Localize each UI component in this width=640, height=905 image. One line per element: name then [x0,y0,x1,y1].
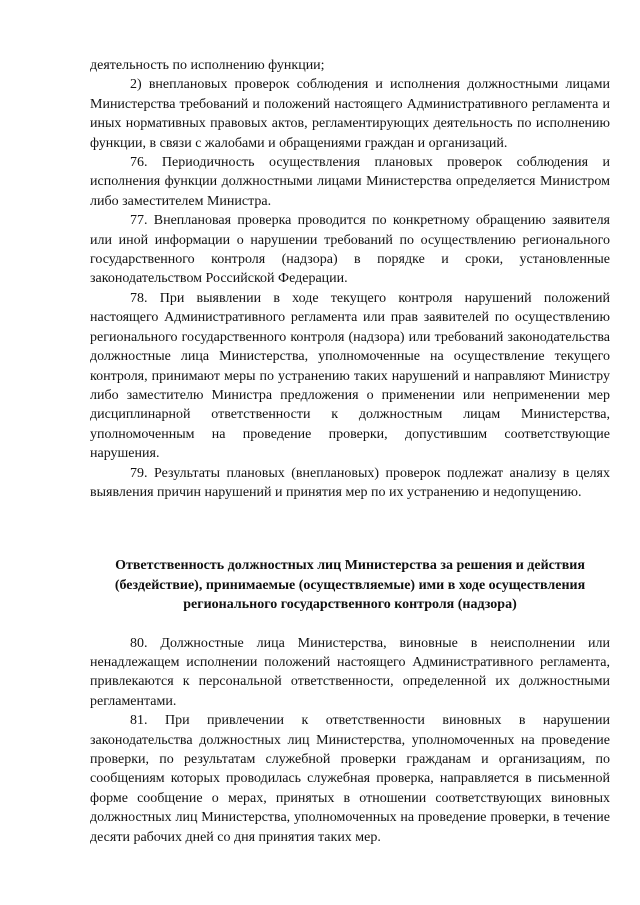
paragraphs-bottom [90,634,610,847]
paragraph-78: 78. При выявлении в ходе текущего контроля нарушений положений настоящего Административного регламента или прав заявителей по осуществлению регионального государственного контроля (надзора) или требований законодательства должностные лица Министерства, уполномоченные на осуществление текущего контроля, принимают меры по устранению таких нарушений и направляют Министру либо заместителю Министра предложения о применении или неприменении мер дисциплинарной ответственности к должностным лицам Министерства, уполномоченным на проведение проверки, допустившим соответствующие нарушения. [90,290,610,462]
section-heading [90,556,610,614]
paragraph-79: 79. Результаты плановых (внеплановых) проверок подлежат анализу в целях выявления причин нарушений и принятия мер по их устранению и недопущению. [90,465,610,500]
paragraph-76: 76. Периодичность осуществления плановых проверок соблюдения и исполнения функции должностными лицами Министерства определяется Министром либо заместителем Министра. [90,155,610,209]
document-page [90,56,610,847]
paragraphs-top [90,56,610,502]
paragraph-item-2: 2) внеплановых проверок соблюдения и исполнения должностными лицами Министерства требований и положений настоящего Административного регламента и иных нормативных правовых актов, регламентирующих деятельность по исполнению функции, в связи с жалобами и обращениями граждан и организаций. [90,77,610,151]
section-heading-line: регионального государственного контроля (надзора) [183,597,517,613]
paragraph-80: 80. Должностные лица Министерства, виновные в неисполнении или ненадлежащем исполнении положений настоящего Административного регламента, привлекаются к персональной ответственности, определенной их должностными регламентами. [90,635,610,709]
paragraph-77: 77. Внеплановая проверка проводится по конкретному обращению заявителя или иной информации о нарушении требований по осуществлению регионального государственного контроля (надзора) в порядке и сроки, установленные законодательством Российской Федерации. [90,213,610,287]
paragraph-continuation: деятельность по исполнению функции; [90,58,325,73]
paragraph-81: 81. При привлечении к ответственности виновных в нарушении законодательства должностных лиц Министерства, уполномоченных на проведение проверки, по результатам служебной проверки гражданам и организациям, по сообщениям которых проводилась служебная проверка, направляется в письменной форме сообщение о мерах, принятых в отношении соответствующих виновных должностных лиц Министерства, уполномоченных на проведение проверки, в течение десяти рабочих дней со дня принятия таких мер. [90,713,610,845]
section-heading-line: Ответственность должностных лиц Министерства за решения и действия [115,558,585,574]
section-heading-line: (бездействие), принимаемые (осуществляемые) ими в ходе осуществления [114,577,586,593]
